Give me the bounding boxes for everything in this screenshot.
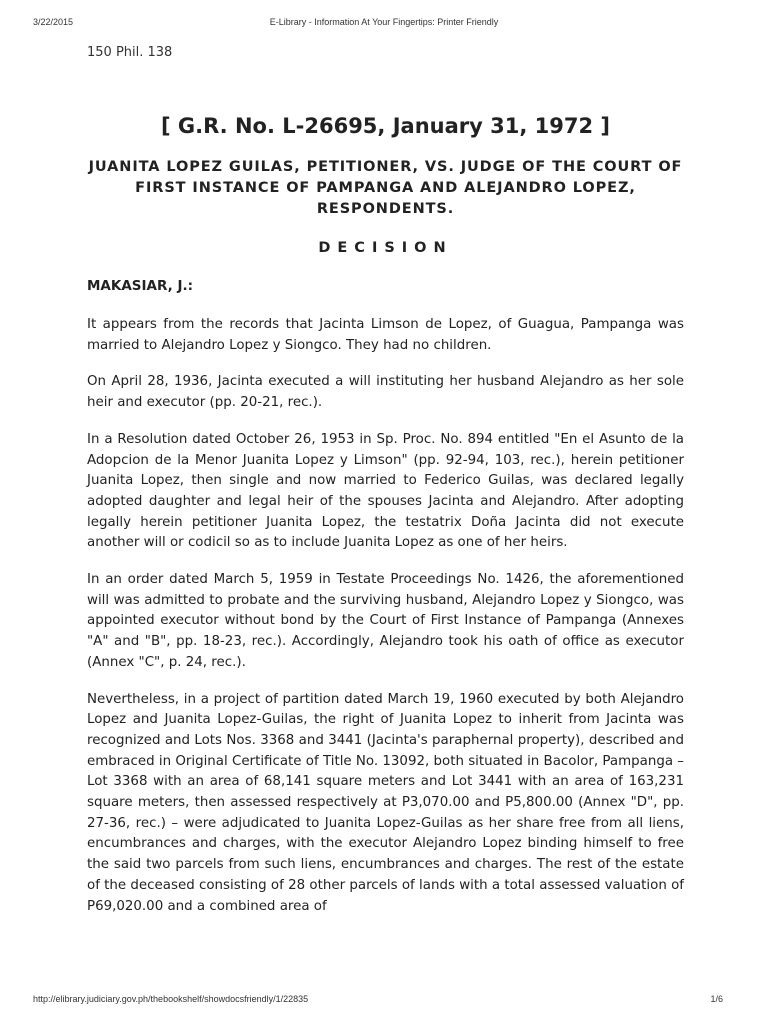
ponente: MAKASIAR, J.:	[87, 278, 194, 294]
paragraph: In a Resolution dated October 26, 1953 in Sp. Proc. No. 894 entitled "En el Asunto de la Adopcion de la Menor Juanita Lopez y Limson" (pp. 92-94, 103, rec.), herein petitioner Juanita Lopez, then single and now married to Federico Guilas, was declared legally adopted daughter and legal heir of the spouses Jacinta and Alejandro. After adopting legally herein petitioner Juanita Lopez, the testatrix Doña Jacinta did not execute another will or codicil so as to include Juanita Lopez as one of her heirs.	[87, 431, 684, 551]
print-footer	[0, 994, 768, 1008]
page-number: 1/6	[710, 994, 723, 1004]
print-header	[0, 17, 768, 31]
paragraph: It appears from the records that Jacinta Limson de Lopez, of Guagua, Pampanga was married to Alejandro Lopez y Siongco. They had no children.	[87, 317, 684, 353]
paragraph: In an order dated March 5, 1959 in Testate Proceedings No. 1426, the aforementioned will was admitted to probate and the surviving husband, Alejandro Lopez y Siongco, was appointed executor without bond by the Court of First Instance of Pampanga (Annexes "A" and "B", pp. 18-23, rec.). Accordingly, Alejandro took his oath of office as executor (Annex "C", p. 24, rec.).	[87, 572, 684, 670]
phil-citation: 150 Phil. 138	[87, 45, 173, 60]
paragraph: On April 28, 1936, Jacinta executed a will instituting her husband Alejandro as her sole heir and executor (pp. 20-21, rec.).	[87, 374, 684, 411]
case-parties-heading: JUANITA LOPEZ GUILAS, PETITIONER, VS. JUDGE OF THE COURT OF FIRST INSTANCE OF PAMPANGA AND ALEJANDRO LOPEZ, RESPONDENTS.	[88, 159, 683, 217]
document-body	[87, 44, 684, 917]
print-page-title: E-Library - Information At Your Fingertips: Printer Friendly	[269, 17, 499, 27]
page-url: http://elibrary.judiciary.gov.ph/thebookshelf/showdocsfriendly/1/22835	[33, 994, 309, 1004]
decision-heading: DECISION	[318, 240, 453, 256]
paragraph: Nevertheless, in a project of partition dated March 19, 1960 executed by both Alejandro Lopez and Juanita Lopez-Guilas, the right of Juanita Lopez to inherit from Jacinta was recognized and Lots Nos. 3368 and 3441 (Jacinta's paraphernal property), described and embraced in Original Certificate of Title No. 13092, both situated in Bacolor, Pampanga – Lot 3368 with an area of 68,141 square meters and Lot 3441 with an area of 163,231 square meters, then assessed respectively at P3,070.00 and P5,800.00 (Annex "D", pp. 27-36, rec.) – were adjudicated to Juanita Lopez-Guilas as her share free from all liens, encumbrances and charges, with the executor Alejandro Lopez binding himself to free the said two parcels from such liens, encumbrances and charges. The rest of the estate of the deceased consisting of 28 other parcels of lands with a total assessed valuation of P69,020.00 and a combined area of	[87, 691, 684, 914]
decision-text	[87, 315, 684, 917]
case-number-heading: [ G.R. No. L-26695, January 31, 1972 ]	[161, 114, 610, 138]
print-date: 3/22/2015	[33, 17, 74, 27]
